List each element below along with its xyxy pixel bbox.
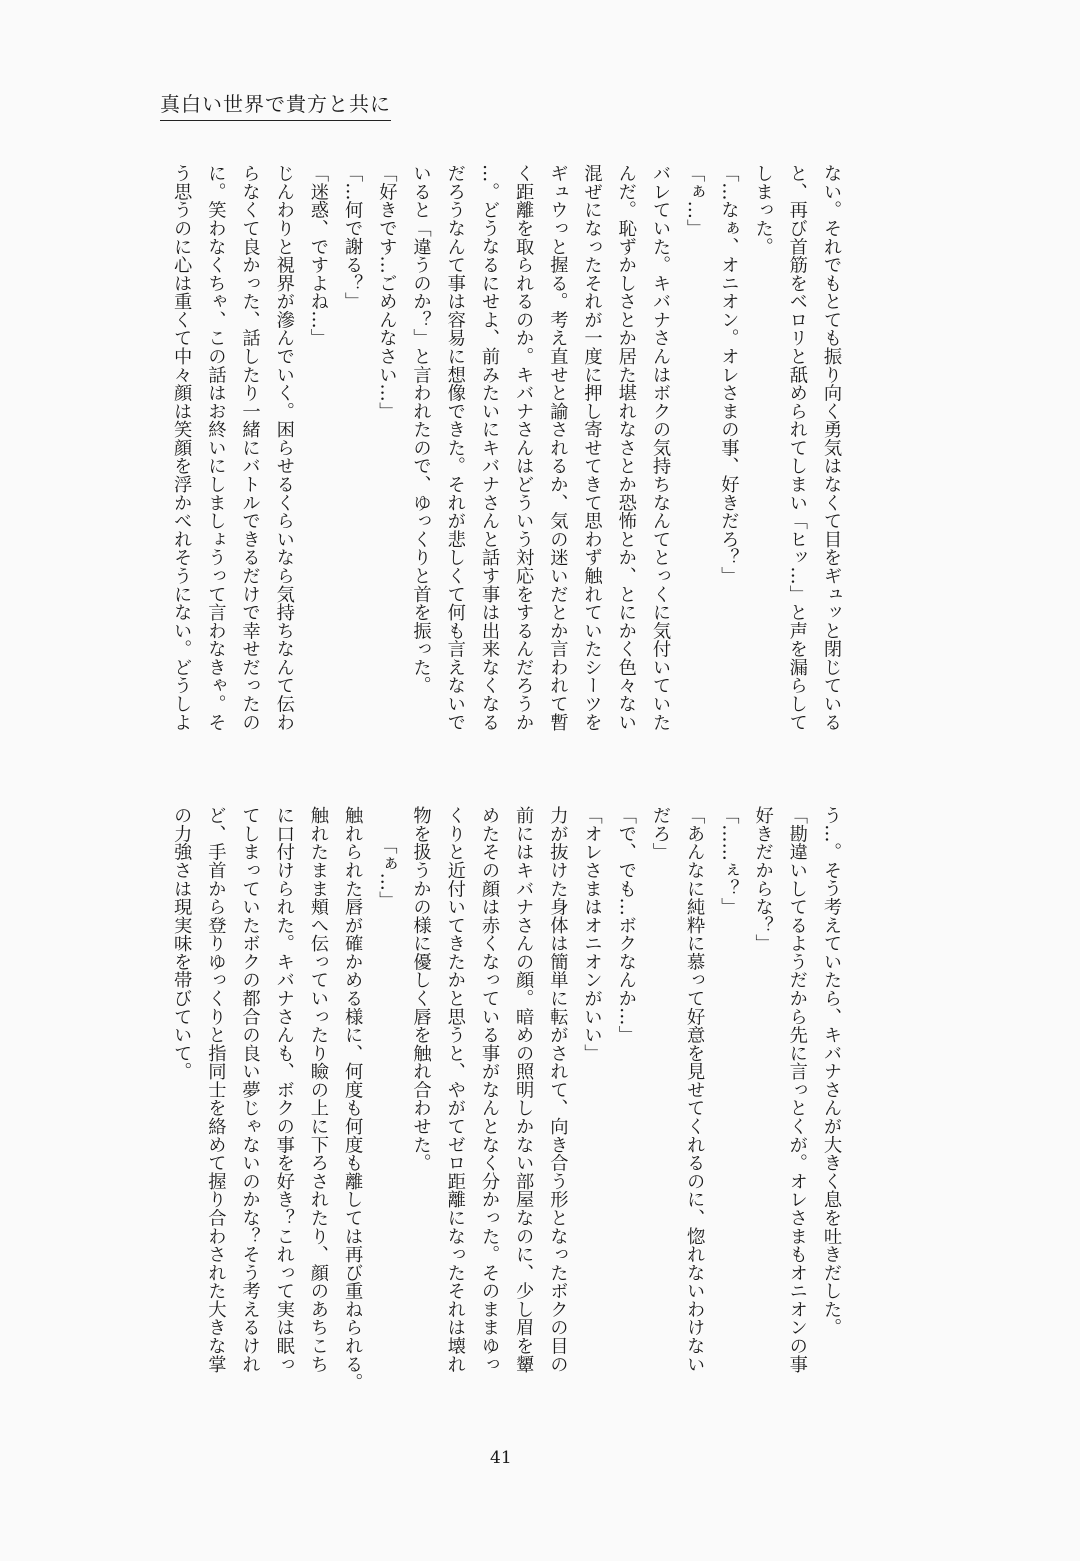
text-column: 「…何で謝る？」 (342, 164, 364, 311)
text-column: と、再び首筋をベロリと舐められてしまい「ヒッ…」と声を漏らして (786, 164, 808, 731)
text-column: しまった。 (752, 164, 774, 256)
text-column: らなくて良かった、話したり一緒にバトルできるだけで幸せだったの (239, 164, 261, 731)
text-column: 物を扱うかの様に優しく唇を触れ合わせた。 (410, 806, 432, 1172)
page-number: 41 (490, 1448, 512, 1468)
text-column: 触れたまま頬へ伝っていったり瞼の上に下ろされたり、顔のあちこち (307, 806, 329, 1373)
text-column: う思うのに心は重くて中々顔は笑顔を浮かべれそうにない。どうしよ (171, 164, 193, 731)
text-column: …。どうなるにせよ、前みたいにキバナさんと話す事は出来なくなる (478, 164, 500, 731)
text-column: てしまっていたボクの都合の良い夢じゃないのかな？そう考えるけれ (239, 806, 261, 1373)
text-column: んだ。恥ずかしさとか居た堪れなさとか恐怖とか、とにかく色々ない (615, 164, 637, 731)
text-column: に口付けられた。キバナさんも、ボクの事を好き？これって実は眠っ (273, 806, 295, 1373)
text-column: 「オレさまはオニオンがいい」 (581, 806, 603, 1063)
text-column: だろうなんて事は容易に想像できた。それが悲しくて何も言えないで (444, 164, 466, 731)
text-block-top (163, 164, 848, 779)
text-column: 「好きです…ごめんなさい…」 (376, 164, 398, 421)
running-header-title: 真白い世界で貴方と共に (160, 88, 391, 121)
text-column: 「…なぁ、オニオン。オレさまの事、好きだろ？」 (718, 164, 740, 585)
text-column: 前にはキバナさんの顔。暗めの照明しかない部屋なのに、少し眉を顰 (513, 806, 535, 1373)
text-column: 「……ぇ？」 (718, 806, 740, 916)
text-column: くりと近付いてきたかと思うと、やがてゼロ距離になったそれは壊れ (444, 806, 466, 1373)
text-column: 触れられた唇が確かめる様に、何度も何度も離しては再び重ねられる。 (342, 806, 364, 1392)
text-column: 「で、でも…ボクなんか…」 (615, 806, 637, 1044)
text-column: く距離を取られるのか。キバナさんはどういう対応をするんだろうか (513, 164, 535, 731)
text-column: いると「違うのか？」と言われたので、ゆっくりと首を振った。 (410, 164, 432, 695)
text-column: ギュウっと握る。考え直せと諭されるか、気の迷いだとか言われて暫 (547, 164, 569, 731)
text-column: じんわりと視界が滲んでいく。困らせるくらいなら気持ちなんて伝わ (273, 164, 295, 731)
text-column: だろ」 (649, 806, 671, 861)
text-block-bottom (163, 806, 848, 1421)
text-column: めたその顔は赤くなっている事がなんとなく分かった。そのままゆっ (478, 806, 500, 1373)
text-column: 「ぁ…」 (376, 836, 398, 910)
text-column: 「勘違いしてるようだから先に言っとくが。オレさまもオニオンの事 (786, 806, 808, 1373)
text-column: 混ぜになったそれが一度に押し寄せてきて思わず触れていたシーツを (581, 164, 603, 731)
text-column: 好きだからな？」 (752, 806, 774, 953)
text-column: に。笑わなくちゃ、この話はお終いにしましょうって言わなきゃ。そ (205, 164, 227, 731)
text-column: の力強さは現実味を帯びていて。 (171, 806, 193, 1081)
text-column: ない。それでもとても振り向く勇気はなくて目をギュッと閉じている (821, 164, 842, 731)
text-column: バレていた。キバナさんはボクの気持ちなんてとっくに気付いていた (649, 164, 671, 731)
text-column: 「迷惑、ですよね…」 (307, 164, 329, 347)
text-column: う…。そう考えていたら、キバナさんが大きく息を吐きだした。 (821, 806, 842, 1337)
text-column: ど、手首から登りゆっくりと指同士を絡めて握り合わされた大きな掌 (205, 806, 227, 1373)
text-column: 力が抜けた身体は簡単に転がされて、向き合う形となったボクの目の (547, 806, 569, 1373)
text-column: 「ぁ…」 (684, 164, 706, 238)
text-column: 「あんなに純粋に慕って好意を見せてくれるのに、惚れないわけない (684, 806, 706, 1373)
